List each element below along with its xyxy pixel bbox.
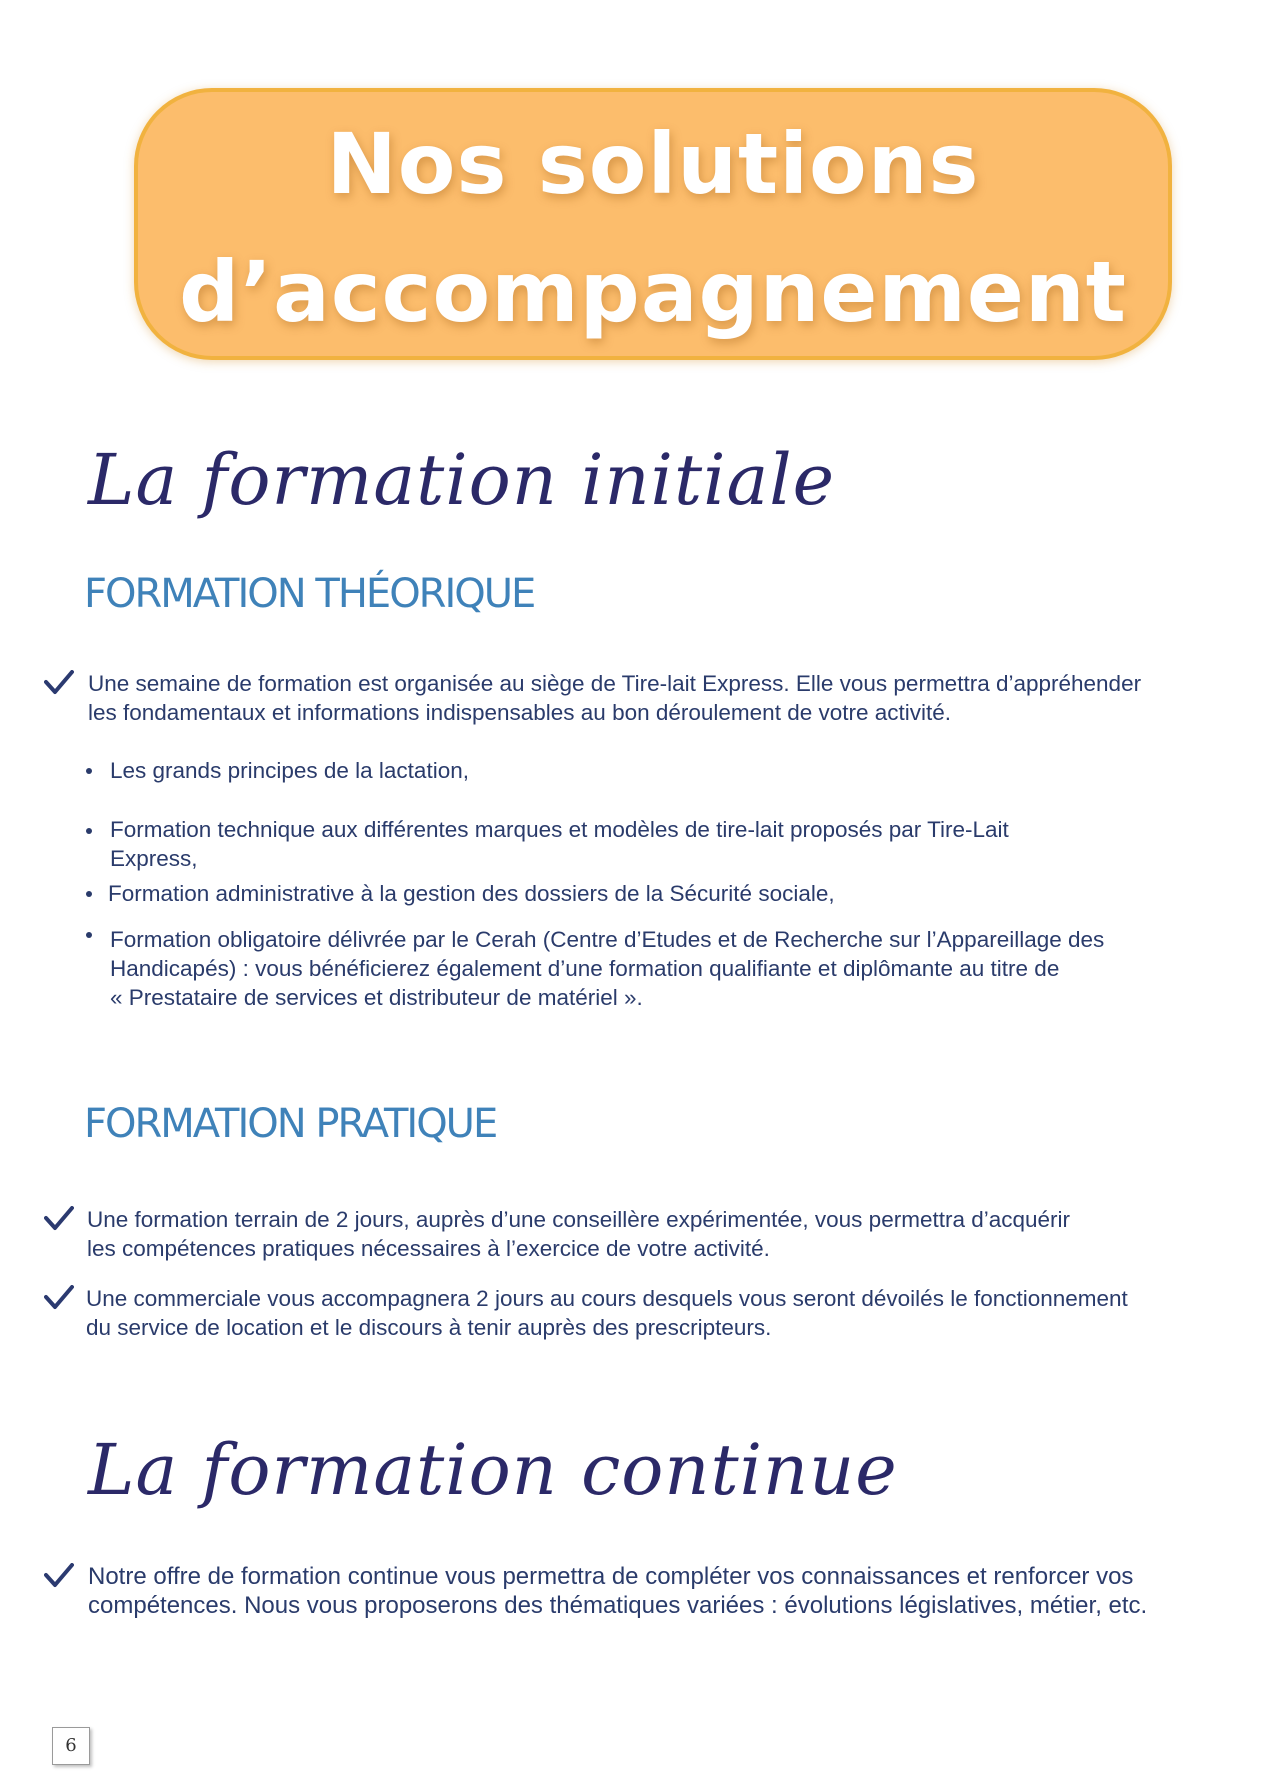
list-item-line: Formation technique aux différentes marques et modèles de tire-lait proposés par Tire-Lait — [110, 817, 1009, 842]
list-item-line: Les grands principes de la lactation, — [110, 758, 469, 783]
checkmark-icon — [44, 1206, 74, 1232]
heading-formation-continue: La formation continue — [88, 1429, 898, 1511]
bullet-dot — [86, 768, 92, 774]
list-item-line: Formation obligatoire délivrée par le Cerah (Centre d’Etudes et de Recherche sur l’Appareillage des — [110, 927, 1105, 952]
list-item — [108, 879, 1128, 908]
list-item-line: Handicapés) : vous bénéficierez également d’une formation qualifiante et diplômante au titre de — [110, 956, 1060, 981]
list-item — [110, 756, 1130, 785]
heading-formation-theorique: FORMATION THÉORIQUE — [84, 571, 535, 617]
pratique-item-1 — [87, 1205, 1207, 1263]
theorique-intro-line2: les fondamentaux et informations indispensables au bon déroulement de votre activité. — [88, 700, 952, 725]
list-item-line: « Prestataire de services et distributeur de matériel ». — [110, 985, 643, 1010]
pratique-item-2 — [86, 1284, 1206, 1342]
list-item — [110, 815, 1130, 873]
checkmark-icon — [44, 670, 74, 696]
pratique-item-line: les compétences pratiques nécessaires à l’exercice de votre activité. — [87, 1236, 770, 1261]
theorique-intro — [88, 669, 1208, 727]
bullet-dot — [86, 828, 92, 834]
pratique-item-line: Une formation terrain de 2 jours, auprès d’une conseillère expérimentée, vous permettra d’acquérir — [87, 1207, 1071, 1232]
checkmark-icon — [44, 1285, 74, 1311]
list-item-line: Express, — [110, 846, 198, 871]
banner-title — [134, 100, 1172, 356]
list-item — [110, 925, 1130, 1012]
checkmark-icon — [44, 1563, 74, 1589]
banner-title-line1: Nos solutions — [326, 115, 980, 213]
banner-title-line2: d’accompagnement — [179, 243, 1127, 341]
bullet-dot — [86, 932, 92, 938]
heading-formation-pratique: FORMATION PRATIQUE — [84, 1101, 497, 1147]
page-number: 6 — [52, 1727, 90, 1765]
pratique-item-line: Une commerciale vous accompagnera 2 jours au cours desquels vous seront dévoilés le fonctionnement — [86, 1286, 1128, 1311]
continue-item-line: compétences. Nous vous proposerons des thématiques variées : évolutions législatives, métier, etc. — [88, 1592, 1148, 1619]
heading-formation-initiale: La formation initiale — [88, 439, 836, 521]
theorique-intro-line1: Une semaine de formation est organisée au siège de Tire-lait Express. Elle vous permettra d’appréhender — [88, 671, 1142, 696]
continue-item-line: Notre offre de formation continue vous permettra de compléter vos connaissances et renforcer vos — [88, 1563, 1134, 1590]
pratique-item-line: du service de location et le discours à tenir auprès des prescripteurs. — [86, 1315, 772, 1340]
bullet-dot — [86, 891, 92, 897]
list-item-line: Formation administrative à la gestion des dossiers de la Sécurité sociale, — [108, 881, 835, 906]
continue-item — [88, 1562, 1208, 1620]
